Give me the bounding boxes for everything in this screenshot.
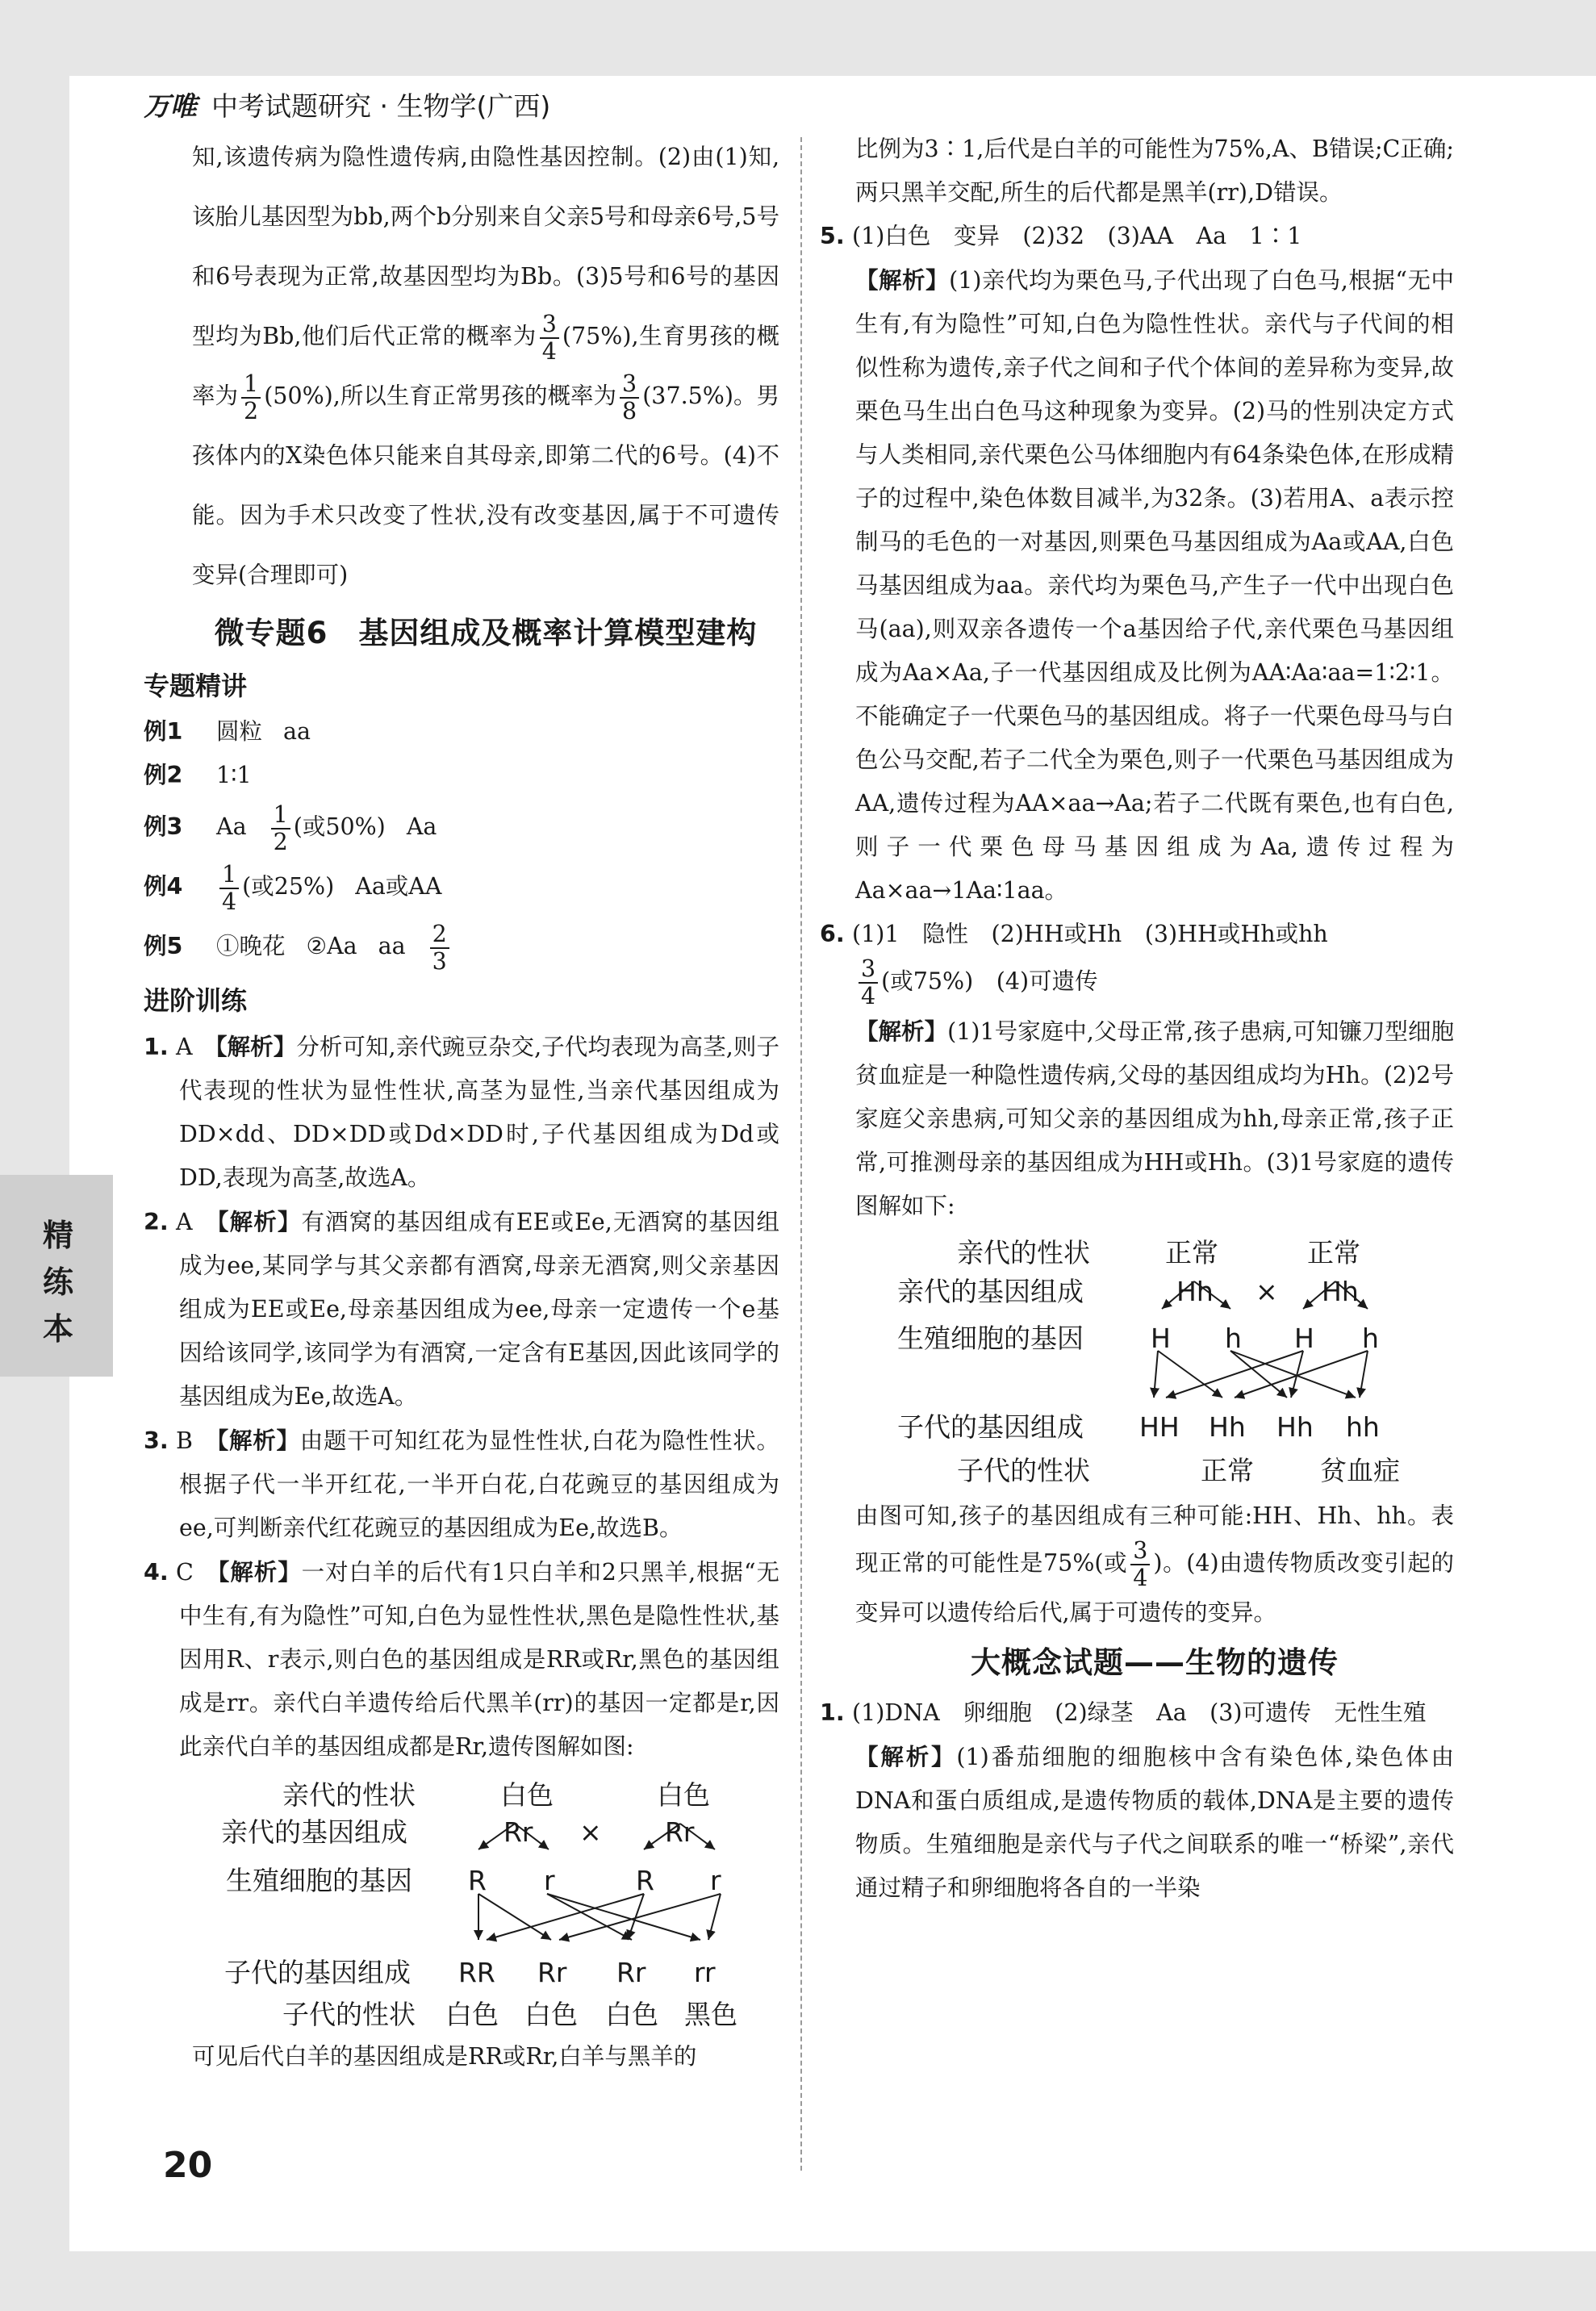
subsection-title: 进阶训练: [144, 985, 248, 1016]
header-title: 中考试题研究 · 生物学(广西): [211, 90, 551, 122]
question: 2. A 【解析】有酒窝的基因组成有EE或Ee,无酒窝的基因组成为ee,某同学与其父亲都有酒窝,母亲无酒窝,则父亲基因组成为EE或Ee,母亲基因组成为ee,母亲一定遗传一个e基因给该同学,该同学为有酒窝,一定含有E基因,因此该同学的基因组成为Ee,故选A。: [144, 1208, 779, 1410]
section-title: 大概念试题——生物的遗传: [971, 1645, 1339, 1680]
question: 3. B 【解析】由题干可知红花为显性性状,白花为隐性性状。根据子代一半开红花,一半开白花,白花豌豆的基因组成为ee,可判断亲代红花豌豆的基因组成为Ee,故选B。: [144, 1427, 779, 1541]
page-number: 20: [163, 2145, 213, 2186]
paragraph: 由图可知,孩子的基因组成有三种可能:HH、Hh、hh。表现正常的可能性是75%(或 $\frac{3}{4}$ )。(4)由遗传物质改变引起的变异可以遗传给后代,属于可遗传的变异。: [855, 1502, 1454, 1626]
subsection-title: 专题精讲: [144, 671, 248, 701]
question: 4. C 【解析】一对白羊的后代有1只白羊和2只黑羊,根据“无中生有,有为隐性”可知,白色为显性性状,黑色是隐性性状,基因用R、r表示,则白色的基因组成是RR或Rr,黑色的基因组成是rr。亲代白羊遗传给后代黑羊(rr)的基因一定都是r,因此亲代白羊的基因组成都是Rr,遗传图解如图:: [144, 1558, 779, 1760]
side-tab-label: 精练本: [42, 1218, 73, 1347]
example-row: 例2 1∶1: [144, 762, 252, 788]
genetic-diagram-anemia: 亲代的性状 正常 正常 亲代的基因组成 Hh × Hh 生殖细胞的基因 H h H h 子代的基因组成 HH Hh Hh hh 子代的性状 正常 贫血症: [855, 1228, 1454, 1494]
genetic-diagram-sheep: 亲代的性状 白色 白色 亲代的基因组成 Rr × Rr 生殖细胞的基因 R r R r 子代的基因组成 RR Rr Rr rr 子代的性状 白色 白色 白色 黑色: [192, 1769, 779, 2035]
brand-logo: 万唯: [144, 90, 197, 122]
section-title: 微专题6 基因组成及概率计算模型建构: [214, 616, 758, 650]
paragraph: 比例为3∶1,后代是白羊的可能性为75%,A、B错误;C正确;两只黑羊交配,所生的后代都是黑羊(rr),D错误。: [855, 136, 1454, 206]
answer-paragraph: 知,该遗传病为隐性遗传病,由隐性基因控制。(2)由(1)知,该胎儿基因型为bb,两个b分别来自父亲5号和母亲6号,5号和6号表现为正常,故基因型均为Bb。(3)5号和6号的基因型均为Bb,他们后代正常的概率为 $\frac{3}{4}$ (75%),生育男孩的概率为 $\frac{1}{2}$ (50%),所以生育正常男孩的概率为 $\frac{3}{8}$ (37.5%)。男孩体内的X染色体只能来自其母亲,即第二代的6号。(4)不能。因为手术只改变了性状,没有改变基因,属于不可遗传变异(合理即可): [192, 144, 779, 588]
left-column: [144, 127, 779, 2079]
side-tab: [0, 1175, 113, 1377]
example-row: 例4 $\frac{1}{4}$ (或25%) Aa或AA: [144, 860, 442, 915]
fraction: $\frac{3}{4}$: [540, 311, 559, 365]
fraction: $\frac{3}{8}$: [620, 371, 639, 424]
example-row: 例3 Aa $\frac{1}{2}$ (或50%) Aa: [144, 800, 437, 855]
fraction: $\frac{1}{2}$: [271, 802, 290, 855]
paragraph: 可见后代白羊的基因组成是RR或Rr,白羊与黑羊的: [192, 2043, 697, 2070]
example-row: 例5 ①晚花 ②Aa aa $\frac{2}{3}$: [144, 917, 779, 976]
example-row: 例1 圆粒 aa: [144, 718, 311, 745]
question: 6. (1)1 隐性 (2)HH或Hh (3)HH或Hh或hh $\frac{3}{4}$ (或75%) (4)可遗传 【解析】(1)1号家庭中,父母正常,孩子患病,可知镰刀型细胞贫血症是一种隐性遗传病,父母的基因组成均为Hh。(2)2号家庭父亲患病,可知父亲的基因组成为hh,母亲正常,孩子正常,可推测母亲的基因组成为HH或Hh。(3)1号家庭的遗传图解如下:: [820, 921, 1454, 1219]
right-column: [820, 127, 1454, 1910]
column-divider: [800, 137, 802, 2171]
question: 1. (1)DNA 卵细胞 (2)绿茎 Aa (3)可遗传 无性生殖 【解析】(1)番茄细胞的细胞核中含有染色体,染色体由DNA和蛋白质组成,是遗传物质的载体,DNA是主要的遗传物质。生殖细胞是亲代与子代之间联系的唯一“桥梁”,亲代通过精子和卵细胞将各自的一半染: [820, 1699, 1454, 1901]
fraction: $\frac{2}{3}$: [430, 921, 449, 975]
question: 1. A 【解析】分析可知,亲代豌豆杂交,子代均表现为高茎,则子代表现的性状为显性性状,高茎为显性,当亲代基因组成为DD×dd、DD×DD或Dd×DD时,子代基因组成为Dd或DD,表现为高茎,故选A。: [144, 1033, 779, 1191]
fraction: $\frac{1}{2}$: [241, 371, 261, 424]
running-header: [144, 86, 550, 123]
fraction: $\frac{3}{4}$: [1130, 1538, 1150, 1591]
question: 5. (1)白色 变异 (2)32 (3)AA Aa 1∶1 【解析】(1)亲代均为栗色马,子代出现了白色马,根据“无中生有,有为隐性”可知,白色为隐性性状。亲代与子代间的相似性称为遗传,亲子代之间和子代个体间的差异称为变异,故栗色马生出白色马这种现象为变异。(2)马的性别决定方式与人类相同,亲代栗色公马体细胞内有64条染色体,在形成精子的过程中,染色体数目减半,为32条。(3)若用A、a表示控制马的毛色的一对基因,则栗色马基因组成为Aa或AA,白色马基因组成为aa。亲代均为栗色马,产生子一代中出现白色马(aa),则双亲各遗传一个a基因给子代,亲代栗色马基因组成为Aa×Aa,子一代基因组成及比例为AA∶Aa∶aa=1∶2∶1。不能确定子一代栗色马的基因组成。将子一代栗色母马与白色公马交配,若子二代全为栗色,则子一代栗色马基因组成为AA,遗传过程为AA×aa→Aa;若子二代既有栗色,也有白色,则子一代栗色母马基因组成为Aa,遗传过程为Aa×aa→1Aa∶1aa。: [820, 223, 1454, 904]
fraction: $\frac{3}{4}$: [859, 956, 878, 1009]
fraction: $\frac{1}{4}$: [219, 862, 239, 915]
